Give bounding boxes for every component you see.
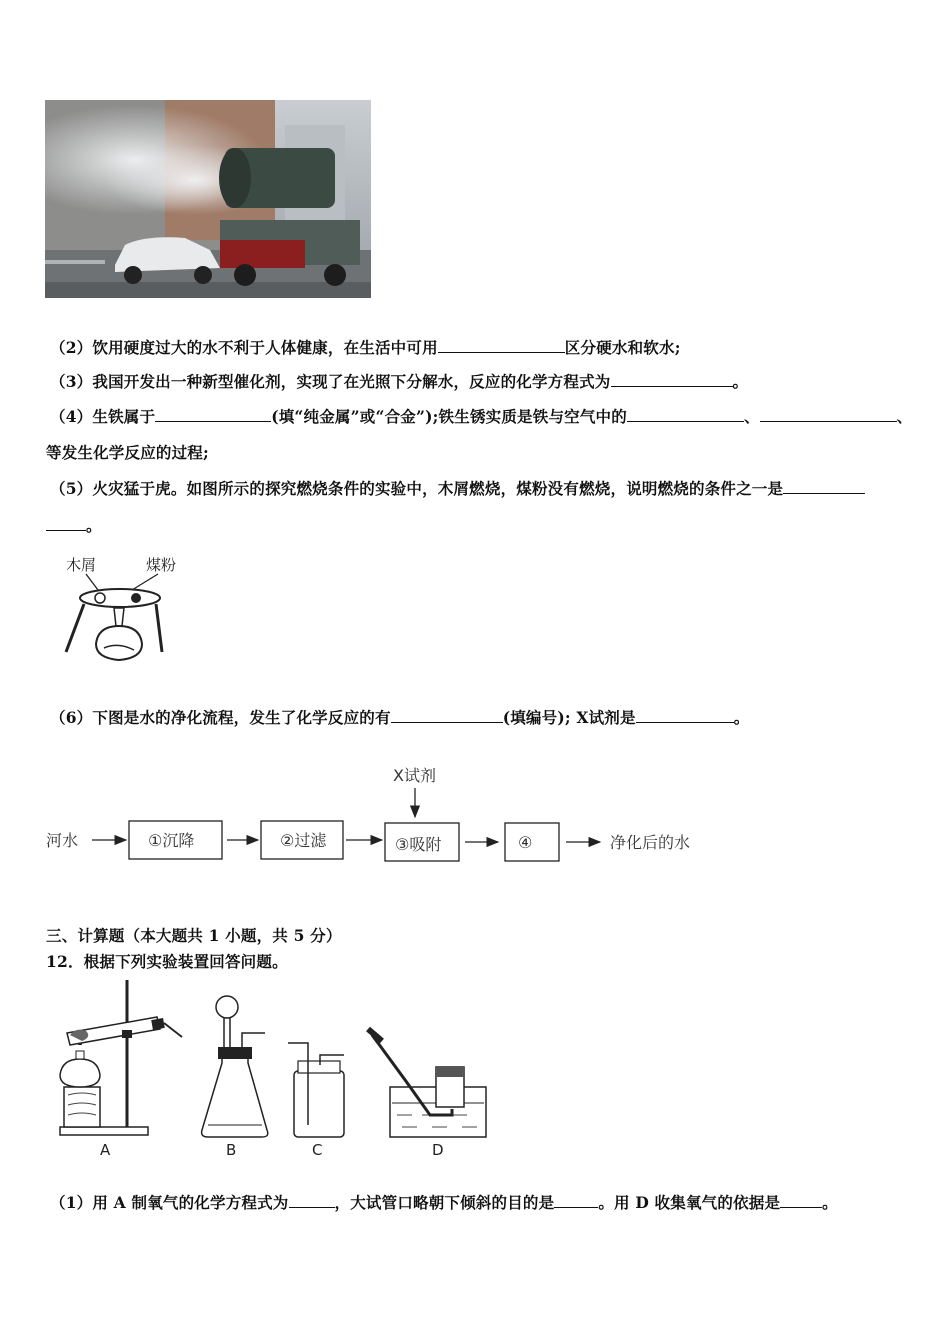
label-coal-powder: 煤粉 (146, 556, 177, 574)
question-4: （4）生铁属于 (填“纯金属”或“合金”);铁生锈实质是铁与空气中的 、 、 (50, 407, 913, 426)
question-12-title: 12．根据下列实验装置回答问题。 (46, 952, 288, 971)
flow-step-3: ③吸附 (395, 835, 442, 854)
apparatus-label-b: B (226, 1141, 237, 1159)
question-5: （5）火灾猛于虎。如图所示的探究燃烧条件的实验中，木屑燃烧，煤粉没有燃烧，说明燃烧的条件之一是 (50, 477, 865, 499)
fog-cannon-truck-photo (45, 100, 371, 298)
apparatus-label-a: A (100, 1141, 111, 1159)
flow-step-1: ①沉降 (148, 831, 195, 850)
question-5-continued: 。 (46, 514, 102, 536)
lab-apparatus-figure (52, 975, 512, 1165)
answer-blank[interactable] (554, 1193, 598, 1208)
section-3-title: 三、计算题（本大题共 1 小题，共 5 分） (46, 926, 342, 945)
question-12-1: （1）用 A 制氧气的化学方程式为 ，大试管口略朝下倾斜的目的是 。用 D 收集氧气的依据是 。 (50, 1193, 838, 1212)
question-6: （6）下图是水的净化流程，发生了化学反应的有 (填编号); X试剂是 。 (50, 708, 750, 727)
answer-blank[interactable] (636, 708, 734, 723)
flow-start-river-water: 河水 (46, 831, 79, 850)
question-3: （3）我国开发出一种新型催化剂，实现了在光照下分解水，反应的化学方程式为 。 (50, 372, 749, 391)
label-wood-chips: 木屑 (66, 556, 97, 574)
question-2: （2）饮用硬度过大的水不利于人体健康，在生活中可用 区分硬水和软水; (50, 338, 681, 357)
flow-step-4: ④ (518, 833, 533, 852)
answer-blank[interactable] (760, 407, 897, 422)
answer-blank[interactable] (391, 708, 503, 723)
apparatus-label-d: D (432, 1141, 444, 1159)
apparatus-label-c: C (312, 1141, 323, 1159)
question-4-continued: 等发生化学反应的过程; (46, 443, 209, 462)
answer-blank[interactable] (46, 516, 86, 531)
answer-blank[interactable] (780, 1193, 822, 1208)
answer-blank[interactable] (627, 407, 744, 422)
water-purification-flow (40, 760, 720, 870)
answer-blank[interactable] (289, 1193, 335, 1208)
answer-blank[interactable] (611, 372, 733, 387)
answer-blank[interactable] (438, 338, 565, 353)
answer-blank[interactable] (155, 407, 271, 422)
flow-step-2: ②过滤 (280, 831, 327, 850)
flow-end-purified-water: 净化后的水 (610, 833, 691, 852)
answer-blank[interactable] (783, 479, 865, 494)
combustion-experiment-figure (58, 552, 188, 664)
reagent-x-label: X试剂 (393, 766, 436, 785)
